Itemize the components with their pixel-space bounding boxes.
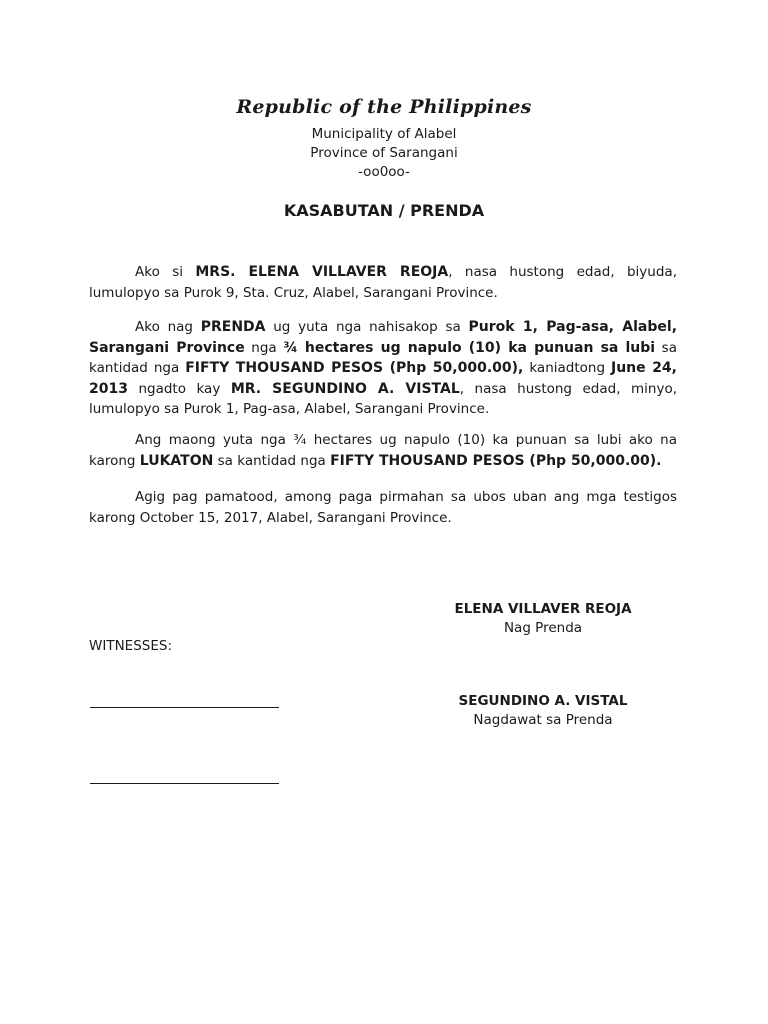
emphasized-text: FIFTY THOUSAND PESOS (Php 50,000.00). [330,452,662,469]
paragraph-text: Ang maong yuta nga ¾ hectares ug napulo (10) ka punuan sa lubi ako na karong [89,432,677,469]
paragraph-3 [89,430,677,471]
paragraph-text: , nasa hustong edad, minyo, lumulopyo sa Purok 1, Pag-asa, Alabel, Sarangani Province. [89,380,677,417]
paragraph-text: Ako nag [135,319,201,335]
header-separator: -oo0oo- [358,164,410,180]
witness-signature-line-1 [90,707,279,708]
paragraph-text: nga [244,339,284,356]
emphasized-text: MR. SEGUNDINO A. VISTAL [230,380,460,397]
emphasized-text: ¾ hectares ug napulo (10) ka punuan sa lubi [283,339,656,356]
emphasized-text: FIFTY THOUSAND PESOS (Php 50,000.00), [185,360,524,376]
emphasized-text: June 24, 2013 [89,360,677,397]
pledgor-name: ELENA VILLAVER REOJA [454,601,632,617]
witnesses-label: WITNESSES: [89,638,172,654]
paragraph-text: ngadto kay [127,380,231,397]
document-title: KASABUTAN / PRENDA [283,201,485,220]
province-line: Province of Sarangani [310,145,458,161]
paragraph-text: , nasa hustong edad, biyuda, lumulopyo sa Purok 9, Sta. Cruz, Alabel, Sarangani Province. [89,264,677,301]
paragraph-text: Agig pag pamatood, among paga pirmahan sa ubos uban ang mga testigos karong October 15, 2017, Alabel, Sarangani Province. [89,489,677,526]
emphasized-text: LUKATON [139,452,214,469]
paragraph-1 [89,262,677,303]
paragraph-text: kaniadtong [523,360,611,376]
paragraph-text: Ako si [135,264,196,280]
paragraph-text: sa kantidad nga [89,339,677,376]
municipality-line: Municipality of Alabel [311,126,457,142]
republic-heading: Republic of the Philippines [236,96,532,118]
pledgee-role: Nagdawat sa Prenda [473,712,613,728]
emphasized-text: Purok 1, Pag-asa, Alabel, Sarangani Province [89,319,678,356]
paragraph-2 [89,317,677,420]
witness-signature-line-2 [90,783,279,784]
paragraph-4 [89,487,677,528]
paragraph-text: ug yuta nga nahisakop sa [265,319,469,335]
pledgee-name: SEGUNDINO A. VISTAL [458,693,628,709]
emphasized-text: PRENDA [200,319,266,335]
paragraph-text: sa kantidad nga [213,452,331,469]
emphasized-text: MRS. ELENA VILLAVER REOJA [195,264,449,280]
pledgor-role: Nag Prenda [503,620,583,636]
